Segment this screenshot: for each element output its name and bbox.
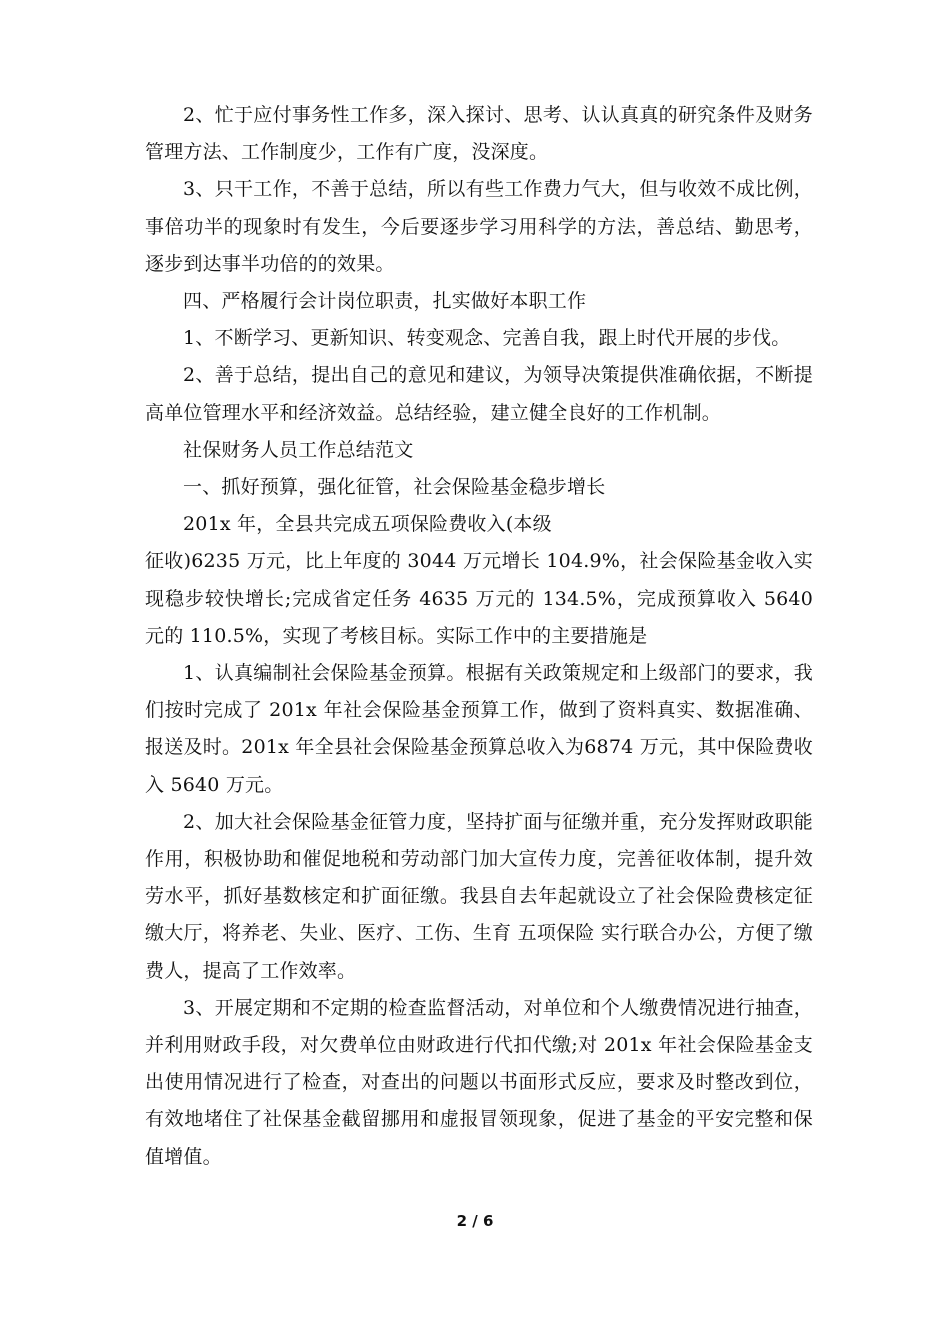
- paragraph-6: 征收)6235 万元，比上年度的 3044 万元增长 104.9%，社会保险基金收入实现稳步较快增长;完成省定任务 4635 万元的 134.5%，完成预算收入 5640 元的 110.5%，实现了考核目标。实际工作中的主要措施是: [145, 550, 813, 647]
- paragraph-2: 3、只干工作，不善于总结，所以有些工作费力气大，但与收效不成比例，事倍功半的现象时有发生，今后要逐步学习用科学的方法，善总结、勤思考，逐步到达事半功倍的的效果。: [145, 178, 813, 275]
- paragraph-9: 3、开展定期和不定期的检查监督活动，对单位和个人缴费情况进行抽查，并利用财政手段，对欠费单位由财政进行代扣代缴;对 201x 年社会保险基金支出使用情况进行了检查，对查出的问题以书面形式反应，要求及时整改到位，有效地堵住了社保基金截留挪用和虚报冒领现象，促进了基金的平安完整和保值增值。: [145, 996, 813, 1168]
- paragraph-1: 2、忙于应付事务性工作多，深入探讨、思考、认认真真的研究条件及财务管理方法、工作制度少，工作有广度，没深度。: [145, 104, 813, 164]
- paragraph-4: 2、善于总结，提出自己的意见和建议，为领导决策提供准确依据，不断提高单位管理水平和经济效益。总结经验，建立健全良好的工作机制。: [145, 364, 813, 424]
- paragraph-7: 1、认真编制社会保险基金预算。根据有关政策规定和上级部门的要求，我们按时完成了 201x 年社会保险基金预算工作，做到了资料真实、数据准确、报送及时。201x 年全县社会保险基金预算总收入为6874 万元，其中保险费收入 5640 万元。: [145, 662, 813, 796]
- section-heading-4: 四、严格履行会计岗位职责，扎实做好本职工作: [183, 290, 587, 313]
- section-heading-1: 一、抓好预算，强化征管，社会保险基金稳步增长: [183, 476, 606, 499]
- document-body: [145, 97, 813, 1176]
- paragraph-3: 1、不断学习、更新知识、转变观念、完善自我，跟上时代开展的步伐。: [183, 327, 791, 350]
- document-title: 社保财务人员工作总结范文: [183, 438, 414, 461]
- paragraph-5: 201x 年，全县共完成五项保险费收入(本级: [183, 513, 552, 536]
- page-number: 2 / 6: [456, 1212, 494, 1230]
- paragraph-8: 2、加大社会保险基金征管力度，坚持扩面与征缴并重，充分发挥财政职能作用，积极协助和催促地税和劳动部门加大宣传力度，完善征收体制，提升效劳水平，抓好基数核定和扩面征缴。我县自去年起就设立了社会保险费核定征缴大厅，将养老、失业、医疗、工伤、生育 五项保险 实行联合办公，方便了缴费人，提高了工作效率。: [145, 810, 813, 982]
